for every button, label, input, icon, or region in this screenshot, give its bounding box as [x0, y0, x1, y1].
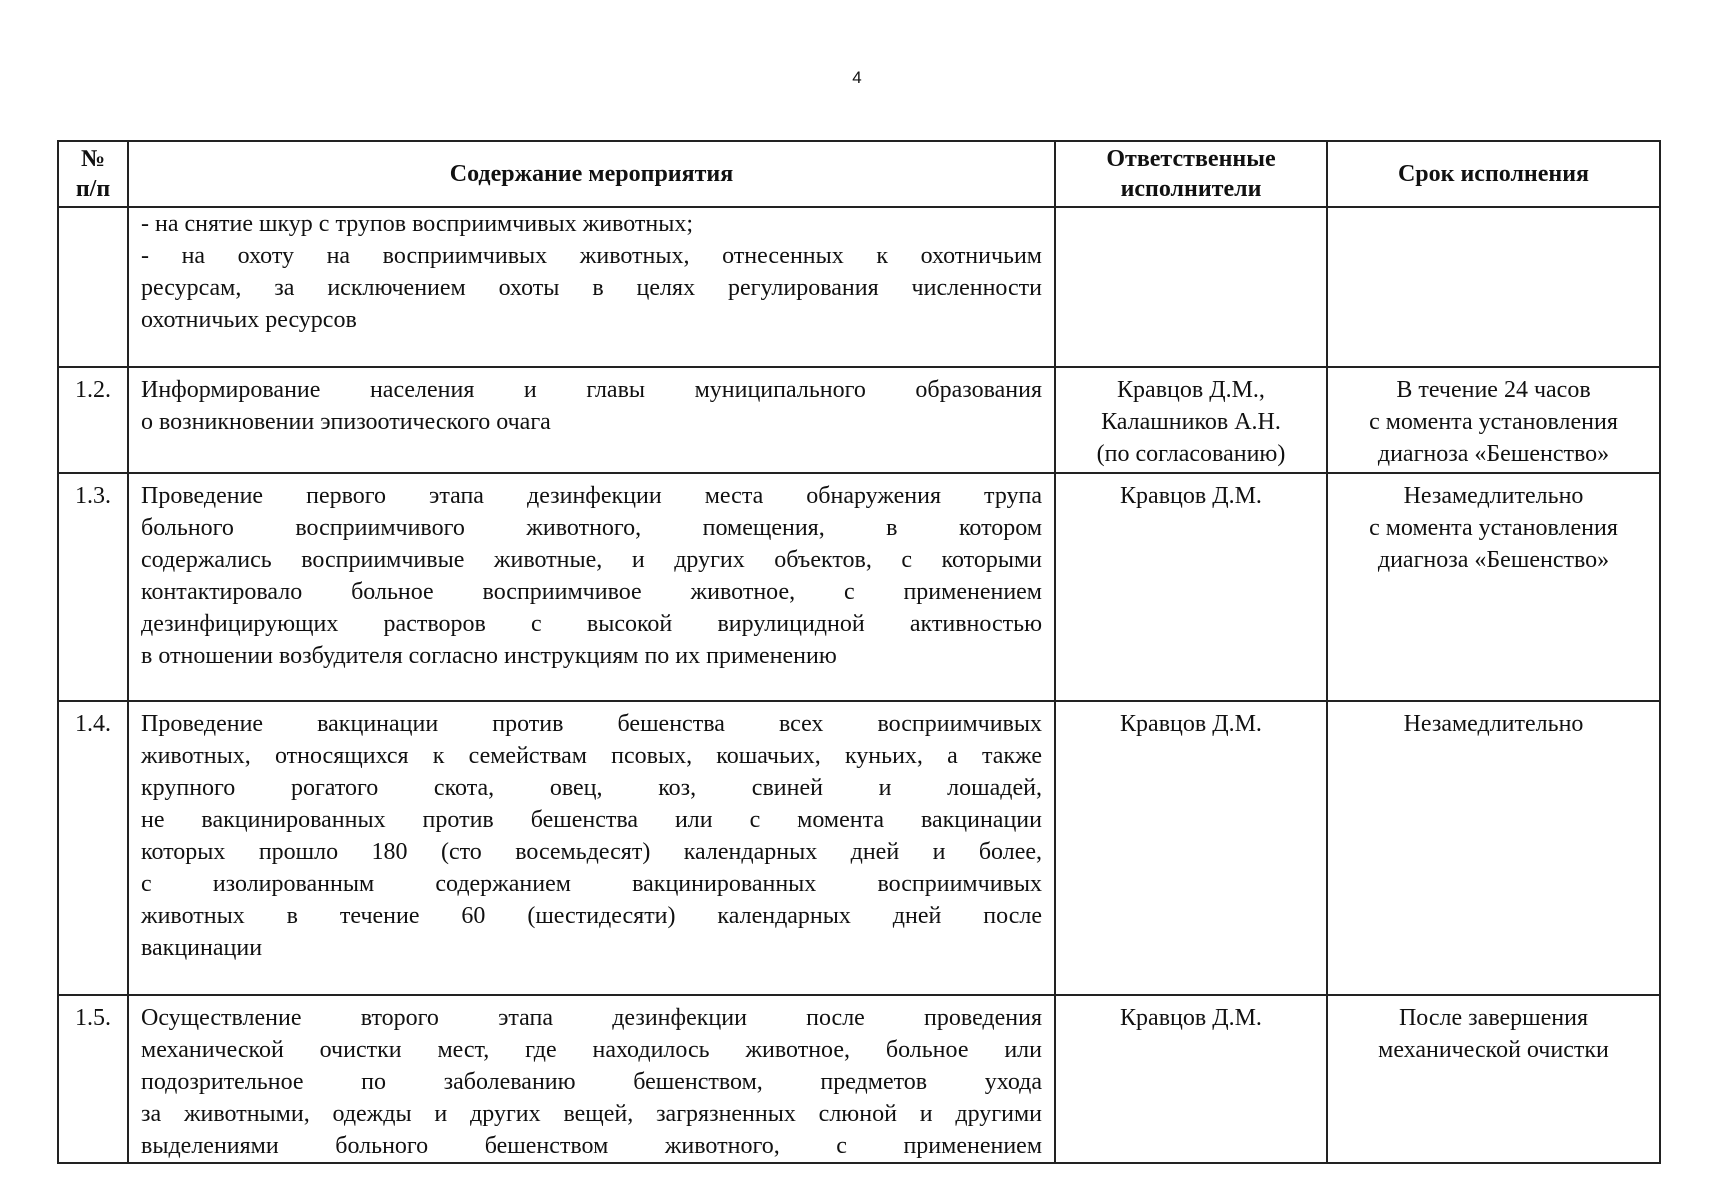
measure-content-line: вакцинации [141, 935, 263, 961]
measure-content-line: крупного рогатого скота, овец, коз, свиней и лошадей, [141, 775, 1042, 801]
header-number-line: № [80, 146, 106, 172]
measure-content [128, 207, 1055, 367]
responsible-persons [1055, 473, 1327, 701]
table-body [58, 207, 1660, 1163]
table-row [58, 367, 1660, 473]
row-number [58, 207, 128, 367]
responsible-line: (по согласованию) [1096, 441, 1286, 467]
measure-content [128, 995, 1055, 1163]
row-number: 1.2. [58, 367, 128, 473]
responsible-persons [1055, 995, 1327, 1163]
responsible-line: Калашников А.Н. [1101, 409, 1281, 435]
header-responsible [1055, 141, 1327, 207]
measures-table [57, 140, 1661, 1164]
responsible-line: Кравцов Д.М. [1120, 483, 1262, 509]
measure-content-line: механической очистки мест, где находилось животное, больное или [141, 1037, 1042, 1063]
measure-content-line: которых прошло 180 (сто восемьдесят) календарных дней и более, [141, 839, 1042, 865]
measure-content-line: Информирование населения и главы муниципального образования [141, 377, 1042, 403]
term-line: с момента установления [1369, 409, 1618, 435]
page-number: 4 [852, 68, 862, 87]
measure-content-line: животных в течение 60 (шестидесяти) календарных дней после [141, 903, 1042, 929]
measure-content-line: ресурсам, за исключением охоты в целях регулирования численности [141, 275, 1042, 301]
header-number-line: п/п [75, 176, 111, 202]
measure-content-line: подозрительное по заболеванию бешенством, предметов ухода [141, 1069, 1042, 1095]
measure-content-line: с изолированным содержанием вакцинированных восприимчивых [141, 871, 1042, 897]
measure-content-line: в отношении возбудителя согласно инструкциям по их применению [141, 643, 837, 669]
term-line: с момента установления [1369, 515, 1618, 541]
measure-content [128, 473, 1055, 701]
term-line: механической очистки [1378, 1037, 1609, 1063]
measure-content [128, 367, 1055, 473]
term-line: Незамедлительно [1403, 483, 1584, 509]
measure-content-line: животных, относящихся к семействам псовых, кошачьих, куньих, а также [141, 743, 1042, 769]
responsible-line: Кравцов Д.М. [1120, 1005, 1262, 1031]
measure-content-line: контактировало больное восприимчивое животное, с применением [141, 579, 1042, 605]
term-line: После завершения [1398, 1005, 1589, 1031]
measure-content-line: не вакцинированных против бешенства или с момента вакцинации [141, 807, 1042, 833]
execution-term [1327, 367, 1660, 473]
responsible-line: Кравцов Д.М., [1117, 377, 1265, 403]
measure-content [128, 701, 1055, 995]
header-responsible-line: Ответственные [1106, 146, 1276, 172]
measure-content-line: охотничьих ресурсов [141, 307, 357, 333]
table-row [58, 701, 1660, 995]
term-line: В течение 24 часов [1396, 377, 1591, 403]
measure-content-line: Проведение вакцинации против бешенства всех восприимчивых [141, 711, 1042, 737]
term-line: диагноза «Бешенство» [1377, 547, 1610, 573]
measure-content-line: выделениями больного бешенством животного, с применением [141, 1133, 1042, 1159]
row-number: 1.4. [58, 701, 128, 995]
term-line: Незамедлительно [1403, 711, 1584, 737]
measure-content-line: Проведение первого этапа дезинфекции места обнаружения трупа [141, 483, 1042, 509]
execution-term [1327, 207, 1660, 367]
responsible-persons [1055, 701, 1327, 995]
measure-content-line: больного восприимчивого животного, помещения, в котором [141, 515, 1042, 541]
measure-content-line: - на охоту на восприимчивых животных, отнесенных к охотничьим [141, 243, 1042, 269]
header-term: Срок исполнения [1327, 141, 1660, 207]
header-number [58, 141, 128, 207]
table-row [58, 207, 1660, 367]
execution-term [1327, 473, 1660, 701]
table-row [58, 473, 1660, 701]
row-number: 1.3. [58, 473, 128, 701]
measure-content-line: о возникновении эпизоотического очага [141, 409, 551, 435]
execution-term [1327, 995, 1660, 1163]
measure-content-line: за животными, одежды и других вещей, загрязненных слюной и другими [141, 1101, 1042, 1127]
measure-content-line: содержались восприимчивые животные, и других объектов, с которыми [141, 547, 1042, 573]
responsible-line: Кравцов Д.М. [1120, 711, 1262, 737]
responsible-persons [1055, 367, 1327, 473]
responsible-persons [1055, 207, 1327, 367]
row-number: 1.5. [58, 995, 128, 1163]
measure-content-line: Осуществление второго этапа дезинфекции после проведения [141, 1005, 1042, 1031]
header-responsible-line: исполнители [1120, 176, 1262, 202]
table-row [58, 995, 1660, 1163]
measure-content-line: - на снятие шкур с трупов восприимчивых животных; [141, 211, 694, 237]
term-line: диагноза «Бешенство» [1377, 441, 1610, 467]
execution-term [1327, 701, 1660, 995]
measure-content-line: дезинфицирующих растворов с высокой вирулицидной активностью [141, 611, 1042, 637]
header-content: Содержание мероприятия [128, 141, 1055, 207]
table-header-row [58, 141, 1660, 207]
